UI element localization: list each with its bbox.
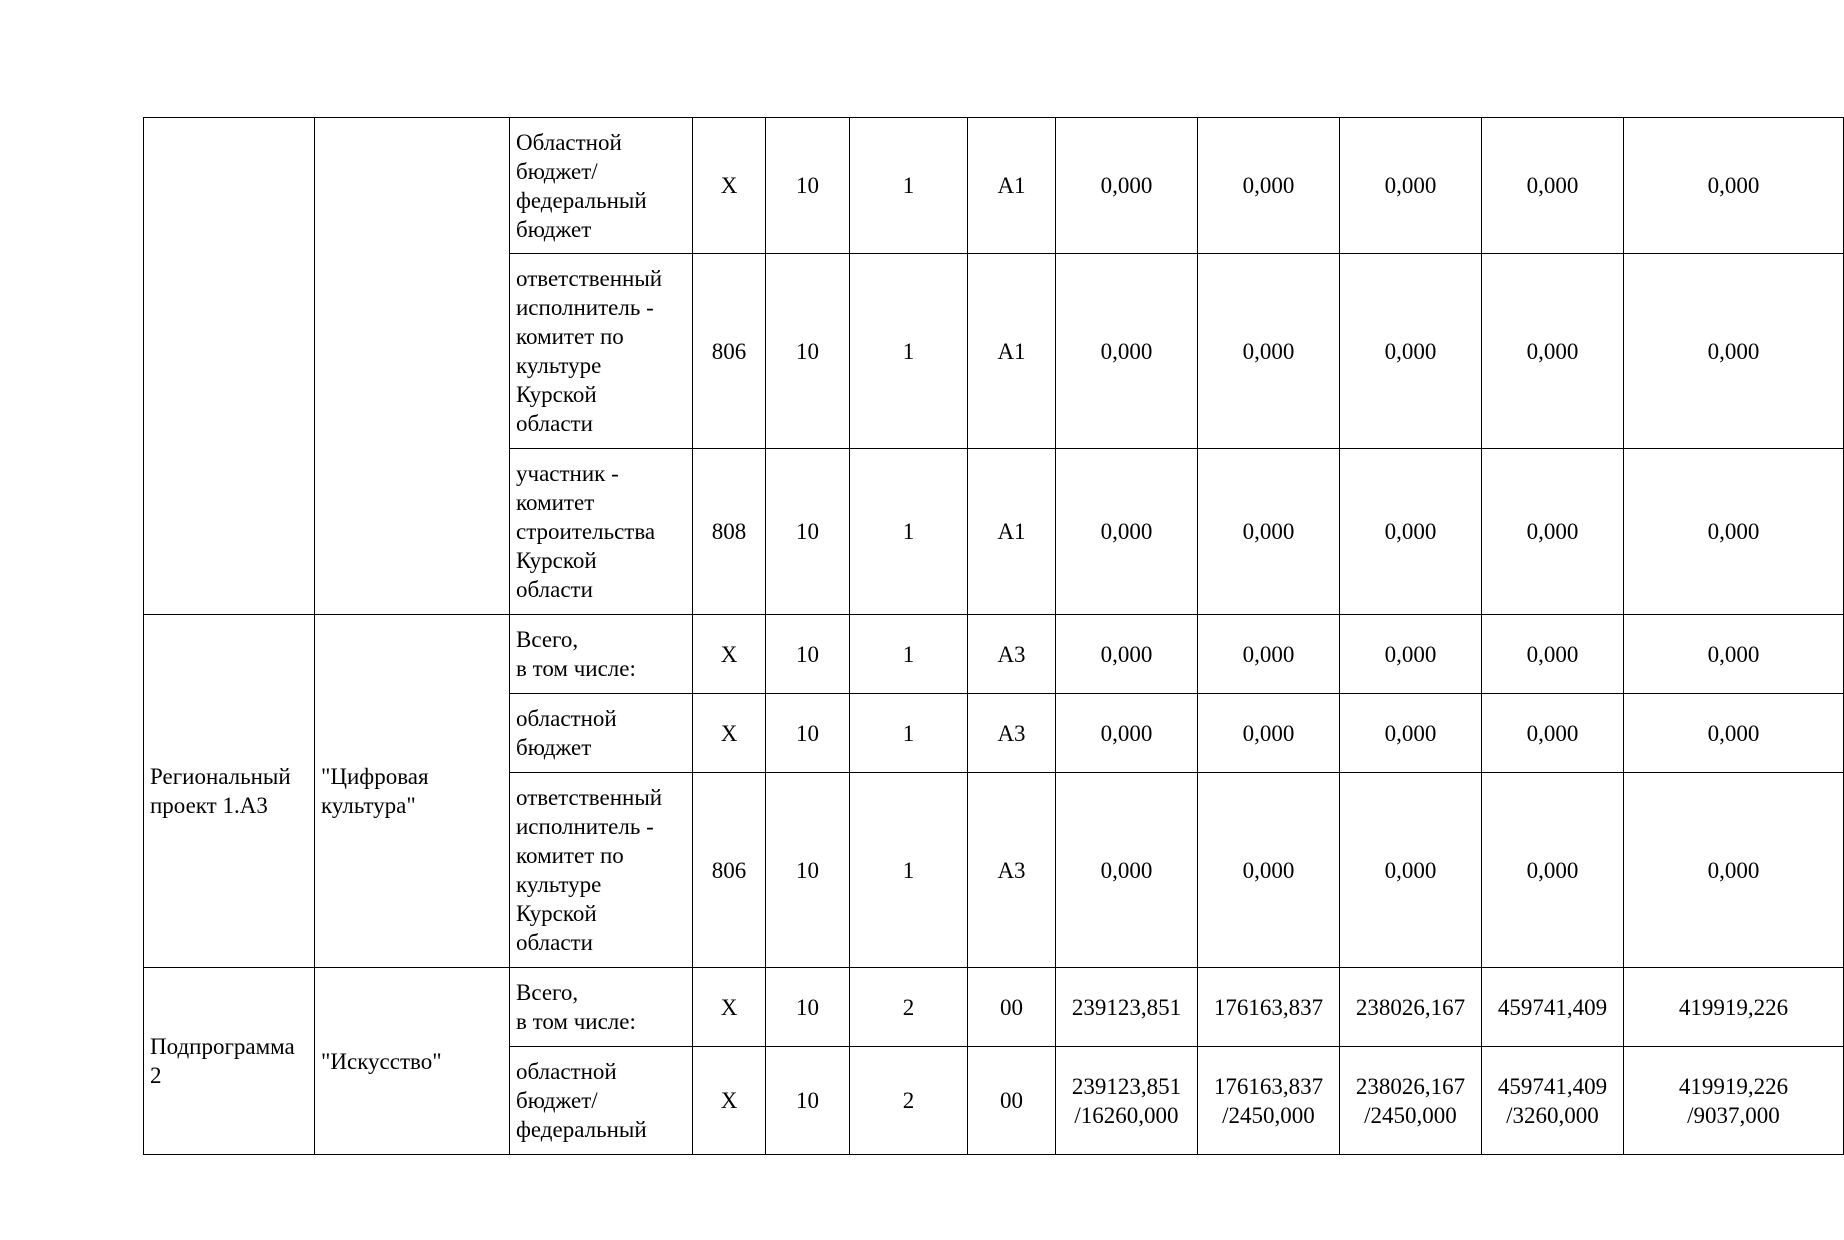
rz-cell: 10 (766, 254, 850, 449)
rz-cell: 10 (766, 1047, 850, 1155)
amount-cell-2: 176163,837 (1198, 968, 1340, 1047)
amount-cell-3: 0,000 (1340, 694, 1482, 773)
amount-cell-4: 0,000 (1482, 615, 1624, 694)
source-cell: областной бюджет/ федеральный (510, 1047, 693, 1155)
amount-cell-2: 0,000 (1198, 694, 1340, 773)
amount-cell-2: 0,000 (1198, 449, 1340, 615)
program-name-cell: Региональный проект 1.А3 (144, 615, 315, 968)
amount-cell-4: 0,000 (1482, 694, 1624, 773)
source-cell: областной бюджет (510, 694, 693, 773)
rz-cell: 10 (766, 118, 850, 254)
budget-table (143, 117, 1844, 1155)
amount-cell-5: 0,000 (1624, 615, 1844, 694)
amount-cell-2: 0,000 (1198, 118, 1340, 254)
pr-cell: 1 (850, 773, 968, 968)
pr-cell: 2 (850, 968, 968, 1047)
grbs-cell: Х (693, 118, 766, 254)
table-row (144, 615, 1844, 694)
rz-cell: 10 (766, 449, 850, 615)
amount-cell-5: 0,000 (1624, 118, 1844, 254)
table-viewport (143, 117, 1789, 1161)
amount-cell-1: 0,000 (1056, 694, 1198, 773)
rz-cell: 10 (766, 615, 850, 694)
source-cell: Всего, в том числе: (510, 615, 693, 694)
source-cell: Областной бюджет/ федеральный бюджет (510, 118, 693, 254)
rz-cell: 10 (766, 773, 850, 968)
program-name-cell (144, 118, 315, 615)
amount-cell-4: 0,000 (1482, 118, 1624, 254)
code-cell: А3 (968, 773, 1056, 968)
amount-cell-2: 0,000 (1198, 773, 1340, 968)
source-cell: участник - комитет строительства Курской области (510, 449, 693, 615)
budget-table-body (144, 118, 1844, 1155)
program-name-cell: Подпрограмма 2 (144, 968, 315, 1155)
grbs-cell: Х (693, 1047, 766, 1155)
amount-cell-3: 0,000 (1340, 773, 1482, 968)
pr-cell: 2 (850, 1047, 968, 1155)
source-cell: ответственный исполнитель - комитет по культуре Курской области (510, 773, 693, 968)
code-cell: А1 (968, 254, 1056, 449)
amount-cell-3: 238026,167 /2450,000 (1340, 1047, 1482, 1155)
amount-cell-4: 459741,409 (1482, 968, 1624, 1047)
grbs-cell: Х (693, 968, 766, 1047)
code-cell: 00 (968, 968, 1056, 1047)
amount-cell-3: 0,000 (1340, 615, 1482, 694)
amount-cell-5: 0,000 (1624, 254, 1844, 449)
amount-cell-3: 0,000 (1340, 118, 1482, 254)
amount-cell-3: 0,000 (1340, 449, 1482, 615)
amount-cell-1: 0,000 (1056, 254, 1198, 449)
amount-cell-1: 239123,851 /16260,000 (1056, 1047, 1198, 1155)
amount-cell-2: 0,000 (1198, 254, 1340, 449)
pr-cell: 1 (850, 615, 968, 694)
amount-cell-1: 0,000 (1056, 615, 1198, 694)
code-cell: А1 (968, 118, 1056, 254)
program-title-cell: "Цифровая культура" (315, 615, 510, 968)
amount-cell-5: 0,000 (1624, 694, 1844, 773)
grbs-cell: 806 (693, 254, 766, 449)
pr-cell: 1 (850, 254, 968, 449)
rz-cell: 10 (766, 694, 850, 773)
code-cell: 00 (968, 1047, 1056, 1155)
pr-cell: 1 (850, 449, 968, 615)
amount-cell-5: 0,000 (1624, 449, 1844, 615)
grbs-cell: 806 (693, 773, 766, 968)
pr-cell: 1 (850, 118, 968, 254)
amount-cell-5: 419919,226 (1624, 968, 1844, 1047)
amount-cell-5: 419919,226 /9037,000 (1624, 1047, 1844, 1155)
amount-cell-5: 0,000 (1624, 773, 1844, 968)
grbs-cell: Х (693, 694, 766, 773)
code-cell: А1 (968, 449, 1056, 615)
pr-cell: 1 (850, 694, 968, 773)
rz-cell: 10 (766, 968, 850, 1047)
amount-cell-3: 0,000 (1340, 254, 1482, 449)
amount-cell-1: 0,000 (1056, 118, 1198, 254)
table-row (144, 968, 1844, 1047)
code-cell: А3 (968, 694, 1056, 773)
amount-cell-4: 0,000 (1482, 449, 1624, 615)
amount-cell-1: 0,000 (1056, 449, 1198, 615)
program-title-cell (315, 118, 510, 615)
grbs-cell: Х (693, 615, 766, 694)
amount-cell-3: 238026,167 (1340, 968, 1482, 1047)
grbs-cell: 808 (693, 449, 766, 615)
amount-cell-2: 0,000 (1198, 615, 1340, 694)
table-row (144, 118, 1844, 254)
amount-cell-4: 0,000 (1482, 254, 1624, 449)
amount-cell-4: 459741,409 /3260,000 (1482, 1047, 1624, 1155)
program-title-cell: "Искусство" (315, 968, 510, 1155)
source-cell: Всего, в том числе: (510, 968, 693, 1047)
amount-cell-1: 239123,851 (1056, 968, 1198, 1047)
code-cell: А3 (968, 615, 1056, 694)
amount-cell-1: 0,000 (1056, 773, 1198, 968)
source-cell: ответственный исполнитель - комитет по культуре Курской области (510, 254, 693, 449)
amount-cell-4: 0,000 (1482, 773, 1624, 968)
amount-cell-2: 176163,837 /2450,000 (1198, 1047, 1340, 1155)
